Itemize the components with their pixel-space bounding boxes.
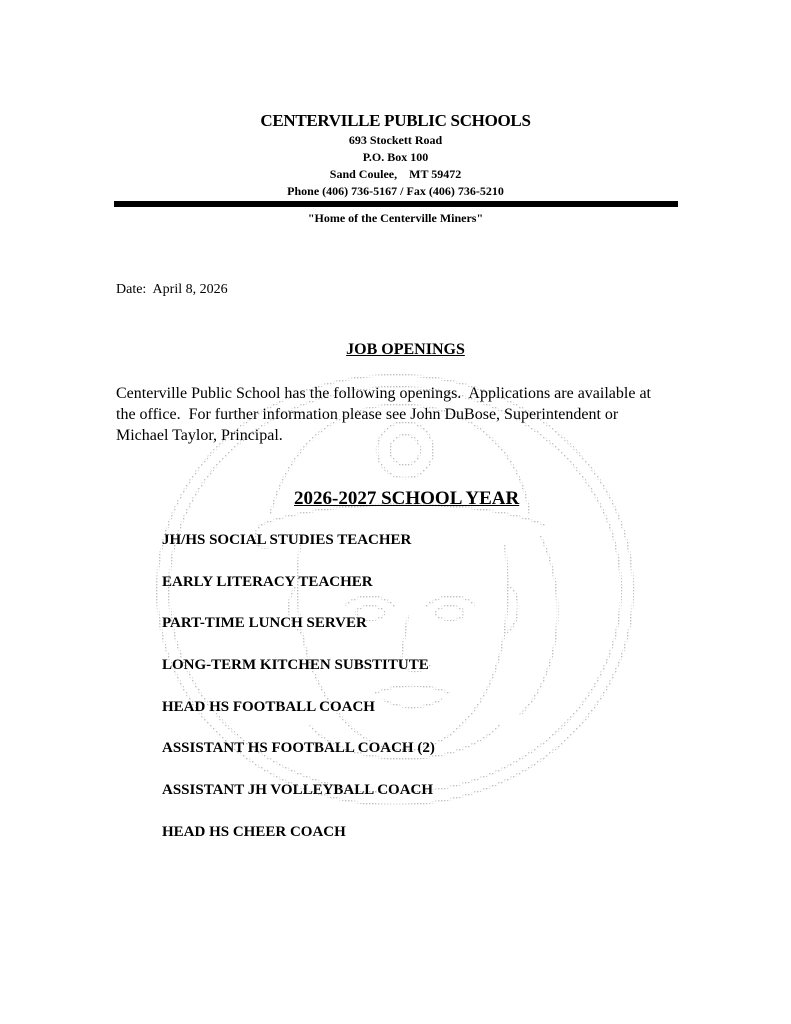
position-item: HEAD HS FOOTBALL COACH [162,698,375,715]
street-address: 693 Stockett Road [348,133,443,147]
positions-list [162,531,435,865]
date-line: Date: April 8, 2026 [116,282,228,297]
intro-paragraph: Centerville Public School has the following openings. Applications are available at the office. For further information please see John DuBose, Superintendent or Michael Taylor, Principal. [116,385,655,444]
position-item: EARLY LITERACY TEACHER [162,573,373,590]
position-item: HEAD HS CHEER COACH [162,823,346,840]
position-item: ASSISTANT HS FOOTBALL COACH (2) [162,740,435,757]
school-year-heading: 2026-2027 SCHOOL YEAR [294,488,520,509]
letterhead [0,110,791,200]
section-title: JOB OPENINGS [346,341,465,358]
school-motto: "Home of the Centerville Miners" [307,211,484,225]
position-item: JH/HS SOCIAL STUDIES TEACHER [162,532,412,548]
position-item: LONG-TERM KITCHEN SUBSTITUTE [162,657,429,674]
header-divider [114,201,678,207]
position-item: PART-TIME LUNCH SERVER [162,615,367,632]
city-state-zip: Sand Coulee, MT 59472 [329,167,462,181]
po-box: P.O. Box 100 [362,150,429,164]
position-item: ASSISTANT JH VOLLEYBALL COACH [162,782,434,799]
phone-fax: Phone (406) 736-5167 / Fax (406) 736-5210 [287,184,504,198]
school-name: CENTERVILLE PUBLIC SCHOOLS [260,111,531,130]
